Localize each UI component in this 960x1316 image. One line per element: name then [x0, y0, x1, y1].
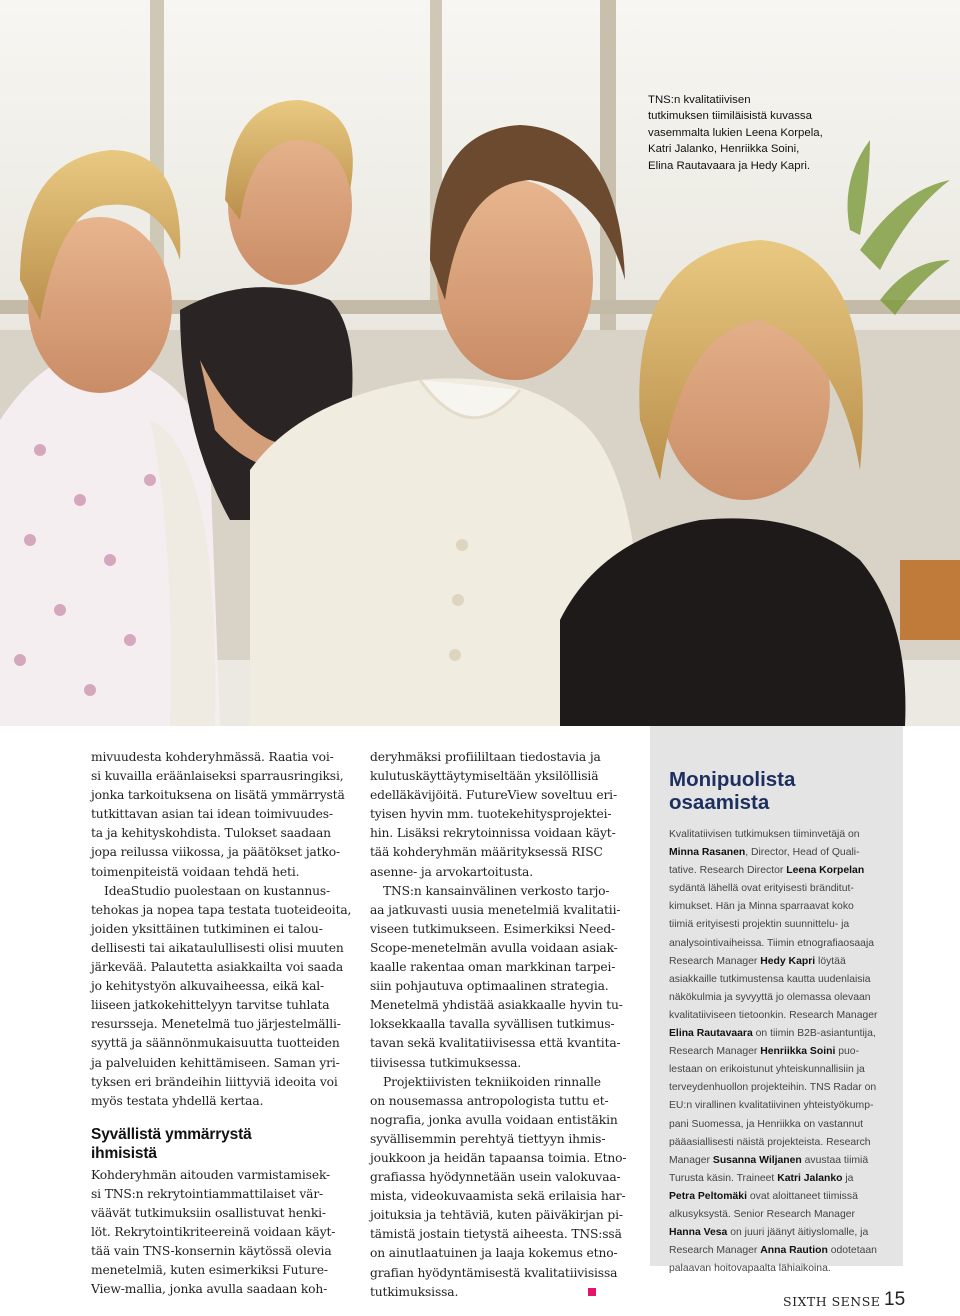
text-line: tää vain TNS-konsernin käytössä olevia [91, 1244, 332, 1259]
text-line: mista, videokuvaamista sekä erilaisia har- [370, 1189, 626, 1204]
text-column-1 [91, 748, 356, 1299]
sidebar-text: puo- [835, 1046, 860, 1058]
text-line: tiivisessa tutkimuksessa. [370, 1055, 522, 1070]
sidebar-line [669, 916, 894, 934]
sidebar-body [669, 826, 894, 1278]
sidebar-line [669, 971, 894, 989]
text-line: syyttä ja säännönmukaisuutta tuotteiden [91, 1036, 340, 1051]
text-line-last: tutkimuksissa. [370, 1284, 459, 1299]
sidebar-text: Research Manager [669, 955, 761, 967]
text-line: grafiassa hyödynnetään usein valokuvaa- [370, 1170, 621, 1185]
text-line: mivuudesta kohderyhmässä. Raatia voi- [91, 750, 334, 764]
text-line: Scope-menetelmän avulla voidaan asiak- [370, 940, 618, 955]
text-line: tää kohderyhmän määrityksessä RISC [370, 845, 603, 860]
magazine-name: SIXTH SENSE [783, 1294, 881, 1309]
text-line: View-mallia, jonka avulla saadaan koh- [91, 1282, 328, 1297]
person-name: Leena Korpelan [786, 865, 865, 877]
text-line: dellisesti tai aikataulullisesti olisi muuten [91, 940, 344, 955]
text-line: hin. Lisäksi rekrytoinnissa voidaan käyt- [370, 826, 616, 841]
text-line: joituksia ja tehtäviä, kuten päiväkirjan pi- [370, 1208, 623, 1223]
paragraph [91, 748, 356, 882]
sidebar-text: Kvalitatiivisen tutkimuksen tiiminvetäjä on [669, 829, 860, 840]
sidebar-line [669, 844, 894, 862]
sidebar-text: terveydenhuollon projekteihin. TNS Radar on [669, 1082, 877, 1094]
sidebar-line [669, 1170, 894, 1188]
text-line [370, 1283, 632, 1302]
text-line: myös testata yhdellä kertaa. [91, 1093, 264, 1108]
sidebar-text: Manager [669, 1154, 713, 1166]
sidebar-text: lestaan on erikoistunut yhteiskunnallisiin ja [669, 1064, 865, 1076]
sidebar-title [669, 768, 795, 814]
sidebar-line [669, 1206, 894, 1224]
text-line: si kuvailla eräänlaiseksi sparrausringiksi, [91, 769, 344, 784]
text-line: jonka tarkoituksena on lisätä ymmärrystä [91, 788, 345, 803]
text-line: tämistä jostain tietystä aiheesta. TNS:ssä [370, 1227, 622, 1242]
text-line: deryhmäksi profiililtaan tiedostavia ja [370, 750, 601, 764]
text-line: loksekkaalla tavalla syvällisen tutkimus- [370, 1017, 615, 1032]
sidebar-line [669, 1007, 894, 1025]
sidebar-line [669, 898, 894, 916]
person-name: Elina Rautavaara [669, 1028, 753, 1040]
sidebar-text: tiimiä erityisesti projektin suunnittelu- ja [669, 919, 850, 931]
text-line: Projektiivisten tekniikoiden rinnalle [383, 1074, 601, 1089]
text-line: jopa reilussa viikossa, ja päätökset jatko- [91, 845, 341, 860]
sidebar-text: pani Suomessa, ja Henriikka on vastannut [669, 1118, 864, 1130]
text-line: väävät tutkimuksiin osallistuvat henki- [91, 1205, 326, 1220]
sidebar-line [669, 826, 894, 844]
sidebar-line [669, 1152, 894, 1170]
sidebar-line [669, 1134, 894, 1152]
sidebar-text: näkökulmia ja syvyyttä jo olemassa olevaan [669, 991, 871, 1003]
sidebar-text: ja [842, 1172, 854, 1184]
person-name: Minna Rasanen [669, 847, 746, 859]
text-line: tyksen eri brändeihin liittyviä ideoita voi [91, 1074, 338, 1089]
sidebar-text: Turusta käsin. Traineet [669, 1172, 778, 1184]
sidebar-text: avustaa tiimiä [801, 1154, 869, 1166]
subheading-line: Syvällistä ymmärrystä [91, 1125, 252, 1143]
sidebar-line [669, 935, 894, 953]
text-line: liiseen jatkokehittelyyn tarvitse tuhlata [91, 998, 330, 1013]
sidebar-line [669, 862, 894, 880]
text-line: on ainutlaatuinen ja laaja kokemus etno- [370, 1246, 618, 1261]
sidebar-text: analysointivaiheissa. Tiimin etnografiaosaaja [669, 937, 875, 949]
paragraph [370, 748, 632, 882]
sidebar-text: tative. Research Director [669, 865, 787, 877]
person-name: Anna Raution [760, 1245, 828, 1257]
text-line: löt. Rekrytointikriteereinä voidaan käyt- [91, 1225, 336, 1240]
text-line: Kohderyhmän aitouden varmistamisek- [91, 1167, 331, 1182]
paragraph [370, 882, 632, 1073]
sidebar-text: alkusyksystä. Senior Research Manager [669, 1208, 855, 1220]
text-line: asenne- ja arvokartoitusta. [370, 864, 533, 879]
subheading-line: ihmisistä [91, 1144, 157, 1162]
sidebar-text: on juuri jäänyt äitiyslomalle, ja [727, 1227, 869, 1239]
text-line: nografia, jonka avulla voidaan entistäkin [370, 1112, 618, 1127]
sidebar-text: pääasiallisesti näistä projekteista. Research [669, 1136, 871, 1148]
sidebar-text: on tiimin B2B-asiantuntija, [752, 1028, 876, 1040]
sidebar-text: , Director, Head of Quali- [745, 847, 860, 859]
sidebar-text: löytää [815, 955, 846, 967]
sidebar-line [669, 1097, 894, 1115]
caption-line: Elina Rautavaara ja Hedy Kapri. [648, 159, 811, 172]
sidebar-line [669, 1079, 894, 1097]
text-line: TNS:n kansainvälinen verkosto tarjo- [383, 883, 610, 898]
text-line: järkevää. Palautetta asiakkailta voi saada [91, 960, 344, 975]
sidebar-title-line: osaamista [669, 791, 770, 814]
person-name: Petra Peltomäki [669, 1190, 747, 1202]
sidebar-line [669, 1061, 894, 1079]
text-line: menetelmiä, kuten esimerkiksi Future- [91, 1263, 328, 1278]
article-end-mark [588, 1288, 596, 1296]
text-line: edelläkävijöitä. FutureView soveltuu eri- [370, 788, 617, 803]
sidebar-text: odotetaan [827, 1245, 877, 1257]
person-name: Katri Jalanko [777, 1172, 843, 1184]
text-line: tavan sekä kvalitatiivisessa että kvantita- [370, 1036, 621, 1051]
sidebar-text: kimukset. Hän ja Minna sparraavat koko [669, 901, 854, 913]
sidebar-line [669, 1224, 894, 1242]
sidebar-line [669, 1260, 894, 1278]
section-subheading [91, 1125, 356, 1163]
sidebar-line [669, 1025, 894, 1043]
paragraph [91, 1166, 356, 1300]
sidebar-text: kvalitatiiviseen tietoonkin. Research Manager [669, 1009, 878, 1021]
sidebar-text: ovat aloittaneet tiimissä [746, 1190, 858, 1202]
text-line: on nousemassa antropologista tuttu et- [370, 1093, 609, 1108]
sidebar-line [669, 1043, 894, 1061]
text-line: kaalle rakentaa oman markkinan tarpei- [370, 960, 616, 975]
page-number: 15 [884, 1289, 906, 1310]
text-line: joiden yksittäinen tutkiminen ei talou- [91, 921, 323, 936]
text-line: tutkittavan asian tai idean toimivuudes- [91, 807, 333, 822]
text-line: resursseja. Menetelmä tuo järjestelmälli- [91, 1017, 341, 1032]
sidebar-line [669, 880, 894, 898]
person-name: Susanna Wiljanen [712, 1154, 802, 1166]
text-line: joukkoon ja heidän tapaansa toimia. Etno- [370, 1150, 627, 1165]
sidebar-line [669, 989, 894, 1007]
sidebar-line [669, 1242, 894, 1260]
sidebar-text: Research Manager [669, 1046, 761, 1058]
text-line: tehokas ja nopea tapa testata tuoteideoita, [91, 902, 352, 917]
person-name: Hedy Kapri [760, 955, 816, 967]
text-line: viseen tutkimukseen. Esimerkiksi Need- [370, 921, 616, 936]
paragraph [91, 882, 356, 1111]
text-line: kulutuskäyttäytymiseltään yksilöllisiä [370, 769, 599, 784]
person-name: Henriikka Soini [760, 1046, 836, 1058]
photo-caption [648, 92, 898, 174]
sidebar-text: sydäntä lähellä ovat erityisesti bränditut- [669, 883, 854, 895]
sidebar-box [650, 726, 903, 1275]
sidebar-text: palaavan hoitovapaalta lähiaikoina. [669, 1263, 831, 1275]
text-line: IdeaStudio puolestaan on kustannus- [104, 883, 331, 898]
caption-line: Katri Jalanko, Henriikka Soini, [648, 143, 800, 156]
text-line: ta ja kehityskohdista. Tulokset saadaan [91, 826, 331, 841]
sidebar-title-line: Monipuolista [669, 768, 796, 791]
sidebar-line [669, 1116, 894, 1134]
sidebar-text: asiakkaille tutkimustensa kautta uudenlaisia [669, 973, 871, 985]
text-line: Menetelmä yhdistää asiakkaalle hyvin tu- [370, 998, 623, 1013]
caption-line: TNS:n kvalitatiivisen [648, 94, 751, 106]
sidebar-text: Research Manager [669, 1245, 761, 1257]
paragraph [370, 1073, 632, 1302]
text-column-2 [370, 748, 632, 1302]
text-line: toimenpiteistä voidaan tehdä heti. [91, 864, 300, 879]
text-line: jo kehitystyön alkuvaiheessa, eikä kal- [91, 979, 325, 994]
text-line: aa jatkuvasti uusia menetelmiä kvalitatii- [370, 902, 621, 917]
text-line: si TNS:n rekrytointiammattilaiset vär- [91, 1186, 324, 1201]
sidebar-line [669, 1188, 894, 1206]
text-line: tyisen hyvin mm. tuotekehitysprojektei- [370, 807, 612, 822]
sidebar-line [669, 953, 894, 971]
caption-line: tutkimuksen tiimiläisistä kuvassa [648, 110, 812, 123]
text-line: siin pohjautuva optimaalinen strategia. [370, 979, 609, 994]
text-line: grafian hyödyntämisestä kvalitatiivisissa [370, 1265, 618, 1280]
text-line: syvällisemmin perehtyä tiettyyn ihmis- [370, 1131, 606, 1146]
caption-line: vasemmalta lukien Leena Korpela, [648, 126, 823, 139]
sidebar-text: EU:n virallinen kvalitatiivinen yhteistyökump- [669, 1100, 874, 1112]
person-name: Hanna Vesa [669, 1227, 728, 1239]
text-line: ja palveluiden kehittämiseen. Saman yri- [91, 1055, 340, 1070]
